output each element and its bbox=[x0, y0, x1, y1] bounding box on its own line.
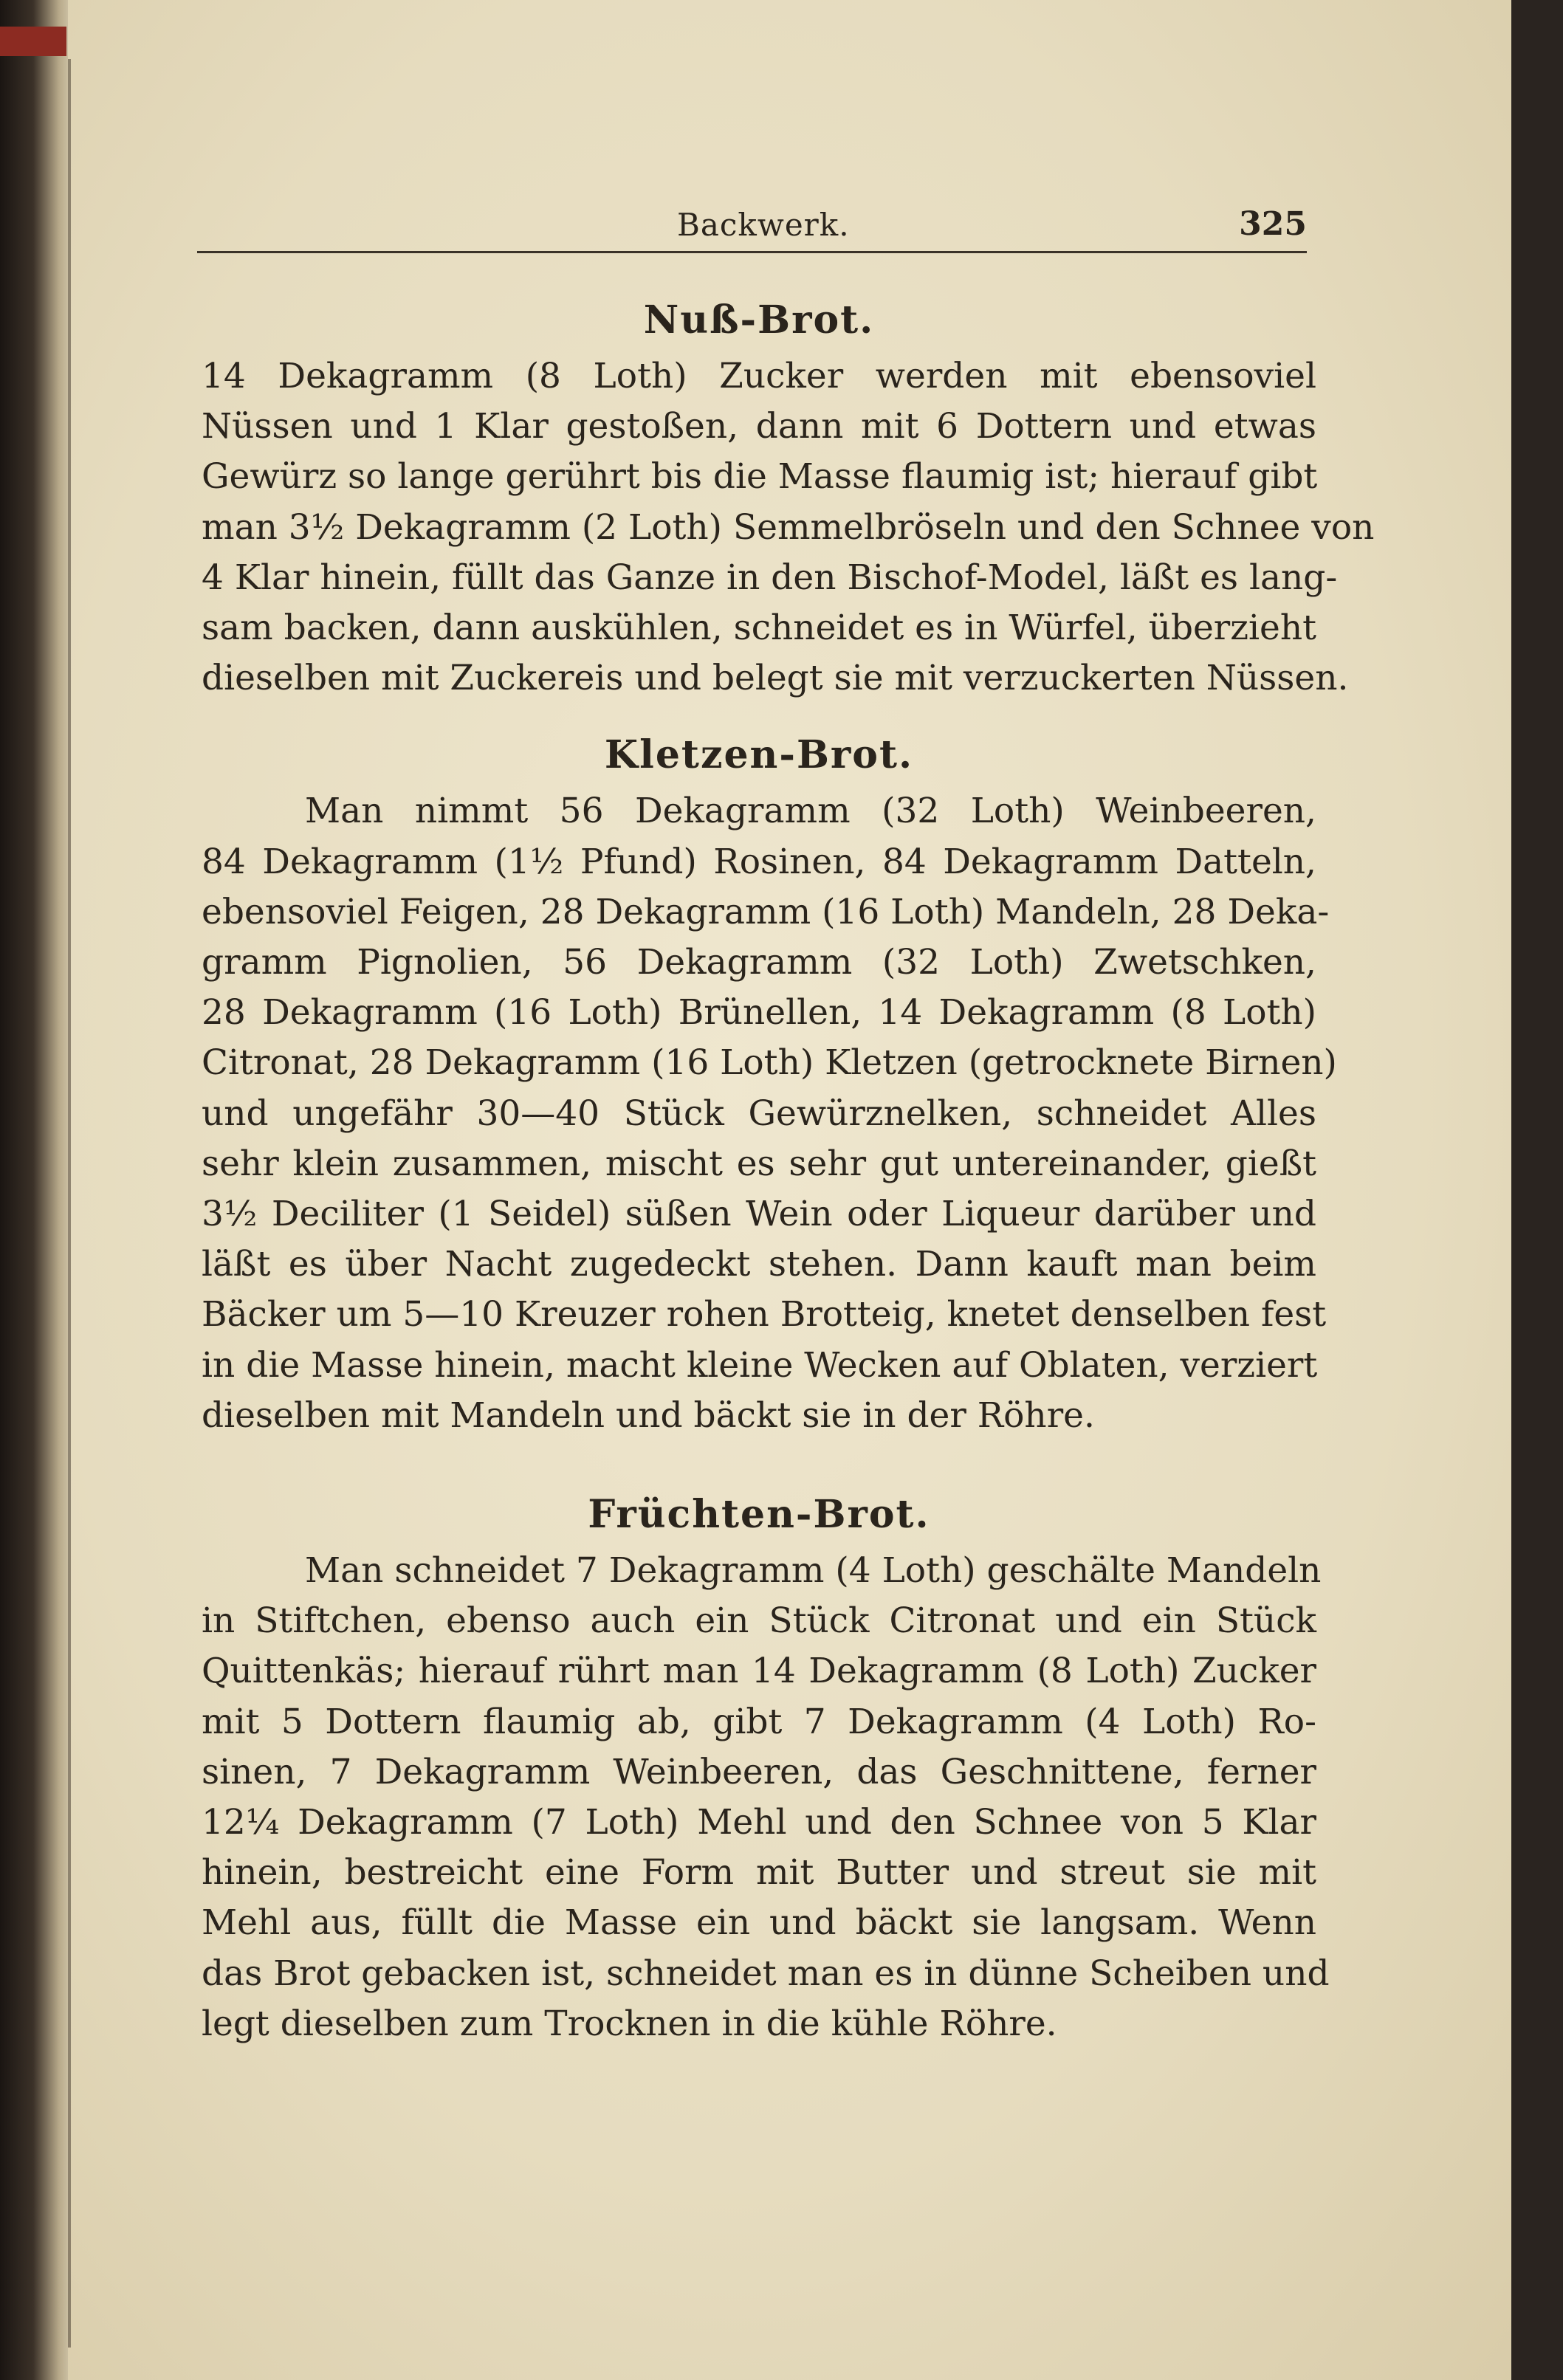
recipe-body bbox=[202, 351, 1375, 704]
text-line: sehr klein zusammen, mischt es sehr gut untereinander, gießt bbox=[202, 1143, 1316, 1184]
text-line: Quittenkäs; hierauf rührt man 14 Dekagramm (8 Loth) Zucker bbox=[202, 1651, 1316, 1692]
text-line: Man schneidet 7 Dekagramm (4 Loth) geschälte Mandeln bbox=[305, 1550, 1322, 1592]
text-line: Nüssen und 1 Klar gestoßen, dann mit 6 Dottern und etwas bbox=[202, 406, 1316, 447]
recipe-title: Früchten-Brot. bbox=[588, 1492, 930, 1538]
text-line: Bäcker um 5—10 Kreuzer rohen Brotteig, knetet denselben fest bbox=[202, 1294, 1327, 1335]
text-line: legt dieselben zum Trocknen in die kühle Röhre. bbox=[202, 2003, 1057, 2044]
recipe-text bbox=[202, 289, 1375, 2049]
recipe-body bbox=[202, 786, 1337, 1441]
text-line: sam backen, dann auskühlen, schneidet es in Würfel, überzieht bbox=[202, 608, 1316, 649]
header-rule bbox=[197, 251, 1307, 253]
text-line: 84 Dekagramm (1½ Pfund) Rosinen, 84 Dekagramm Datteln, bbox=[202, 841, 1316, 882]
text-line: das Brot gebacken ist, schneidet man es in dünne Scheiben und bbox=[202, 1953, 1330, 1994]
page-number: 325 bbox=[1239, 205, 1307, 243]
text-line: Mehl aus, füllt die Masse ein und bäckt sie langsam. Wenn bbox=[202, 1902, 1316, 1944]
page-edge bbox=[1511, 0, 1537, 2380]
running-header bbox=[197, 204, 1307, 248]
running-title: Backwerk. bbox=[677, 207, 850, 243]
text-line: 14 Dekagramm (8 Loth) Zucker werden mit ebensoviel bbox=[202, 356, 1316, 396]
text-line: Gewürz so lange gerührt bis die Masse flaumig ist; hierauf gibt bbox=[202, 456, 1318, 498]
text-line: läßt es über Nacht zugedeckt stehen. Dann kauft man beim bbox=[202, 1244, 1316, 1285]
text-line: 4 Klar hinein, füllt das Ganze in den Bischof-Model, läßt es lang- bbox=[202, 557, 1338, 598]
text-line: 12¼ Dekagramm (7 Loth) Mehl und den Schnee von 5 Klar bbox=[202, 1802, 1316, 1843]
text-line: und ungefähr 30—40 Stück Gewürznelken, schneidet Alles bbox=[202, 1093, 1316, 1134]
book-spine bbox=[0, 0, 74, 2380]
recipe-title: Kletzen-Brot. bbox=[604, 732, 914, 778]
text-line: ebensoviel Feigen, 28 Dekagramm (16 Loth) Mandeln, 28 Deka- bbox=[202, 891, 1330, 932]
text-line: dieselben mit Mandeln und bäckt sie in der Röhre. bbox=[202, 1394, 1095, 1436]
recipe-title: Nuß-Brot. bbox=[643, 298, 875, 343]
text-line: Man nimmt 56 Dekagramm (32 Loth) Weinbeeren, bbox=[305, 791, 1316, 832]
spine-label bbox=[0, 27, 66, 56]
text-line: 3½ Deciliter (1 Seidel) süßen Wein oder Liqueur darüber und bbox=[202, 1194, 1316, 1235]
text-line: Citronat, 28 Dekagramm (16 Loth) Kletzen (getrocknete Birnen) bbox=[202, 1042, 1337, 1084]
text-line: in die Masse hinein, macht kleine Wecken auf Oblaten, verziert bbox=[202, 1344, 1318, 1386]
gutter-shadow bbox=[68, 59, 71, 2348]
text-line: sinen, 7 Dekagramm Weinbeeren, das Geschnittene, ferner bbox=[202, 1751, 1316, 1792]
text-line: 28 Dekagramm (16 Loth) Brünellen, 14 Dekagramm (8 Loth) bbox=[202, 992, 1316, 1033]
text-line: dieselben mit Zuckereis und belegt sie mit verzuckerten Nüssen. bbox=[202, 658, 1349, 699]
recipe-body bbox=[202, 1546, 1330, 2049]
text-line: mit 5 Dottern flaumig ab, gibt 7 Dekagramm (4 Loth) Ro- bbox=[202, 1701, 1316, 1742]
text-line: in Stiftchen, ebenso auch ein Stück Citronat und ein Stück bbox=[202, 1600, 1316, 1642]
text-line: hinein, bestreicht eine Form mit Butter und streut sie mit bbox=[202, 1852, 1316, 1894]
text-line: gramm Pignolien, 56 Dekagramm (32 Loth) Zwetschken, bbox=[202, 942, 1316, 983]
text-line: man 3½ Dekagramm (2 Loth) Semmelbröseln und den Schnee von bbox=[202, 506, 1375, 548]
